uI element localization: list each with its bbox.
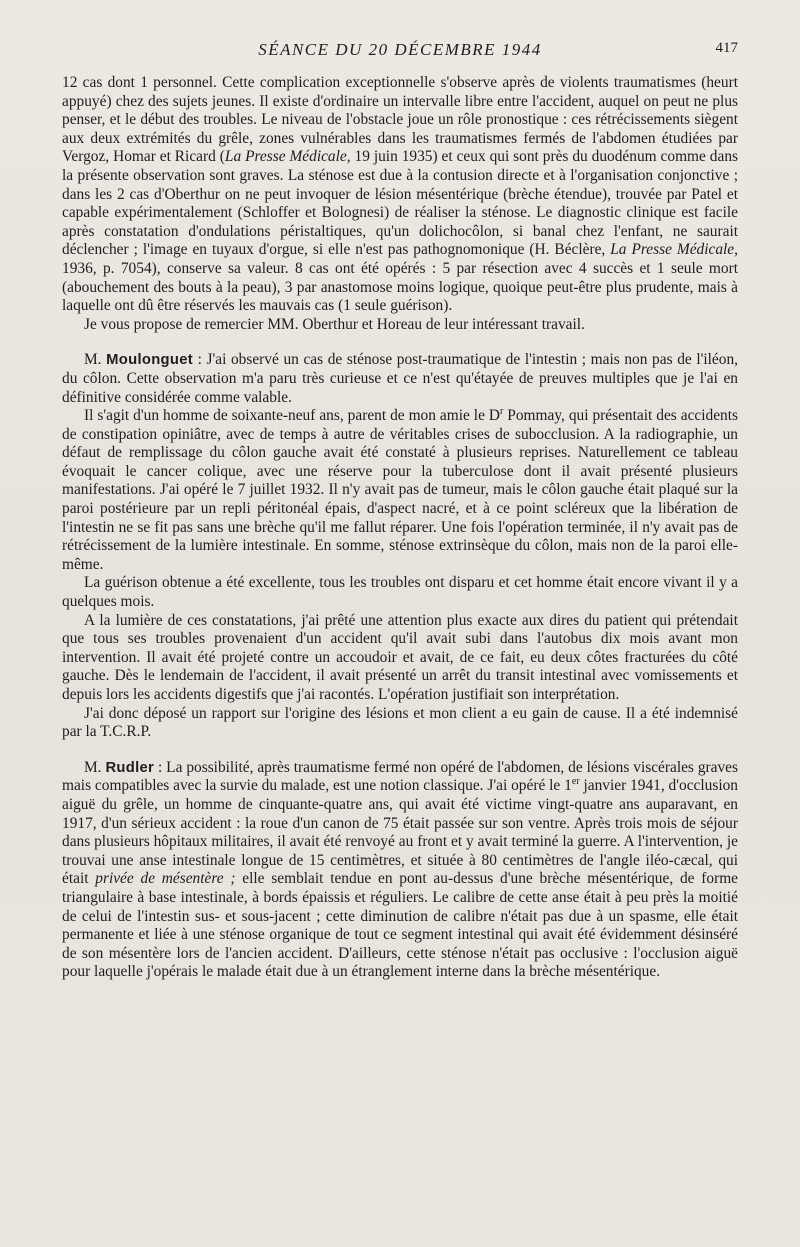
paragraph-p2 — [62, 316, 738, 335]
text-segment: , 19 juin 1935) et ceux qui sont près du duodénum comme dans la présente observation sont graves. La sténose est due à la contusion directe et à l'organisation conjonctive ; dans les 2 cas d'Oberthur on ne peut invoquer de lésion mésentérique (brèche étendue), trouvée par Patel et capable expérimentalement (Schloffer et Bolognesi) de réaliser la sténose. Le diagnostic clinique est facile après constatation d'ondulations péristaltiques, qu'un dolichocôlon, si banal chez l'enfant, ne saurait déclencher ; l'image en tuyaux d'orgue, si elle n'est pas pathognomonique (H. Béclère, — [62, 148, 739, 259]
text-segment: janvier 1941, d'occlusion aiguë du grêle, un homme de cinquante-quatre ans, qui avait été victime vingt-quatre ans auparavant, en 1917, d'un sérieux accident : la roue d'un canon de 75 était passée sur son ventre. Après trois mois de séjour dans plusieurs hôpitaux militaires, il avait été renvoyé au front et y avait terminé la guerre. A l'intervention, je trouvai une anse intestinale longue de 15 centimètres, et située à 80 centimètres de l'angle iléo-cæcal, qui était — [62, 777, 739, 888]
superscript: er — [571, 776, 580, 788]
speaker-name: Moulonguet — [106, 352, 193, 369]
text-segment: A la lumière de ces constatations, j'ai prêté une attention plus exacte aux dires du patient qui prétendait que tous ses troubles provenaient d'un accident qu'il avait subi dans l'autobus dix mois avant mon intervention. Il avait été projeté contre un accoudoir et avait, de ce fait, eu deux côtes fracturées du côté gauche. Dès le lendemain de l'accident, il avait présenté un arrêt du transit intestinal avec vomissements et depuis lors les accidents digestifs que j'ai racontés. L'opération justifiait son interprétation. — [62, 611, 738, 703]
text-segment: : La possibilité, après traumatisme fermé non opéré de l'abdomen, de lésions viscérales graves mais compatibles avec la survie du malade, est une notion classique. J'ai opéré le 1 — [62, 758, 738, 795]
text-segment: Je vous propose de remercier MM. Oberthur et Horeau de leur intéressant travail. — [84, 315, 585, 333]
page-number: 417 — [715, 40, 738, 56]
italic-citation: La Presse Médicale — [224, 148, 347, 166]
paragraph-p8 — [62, 759, 738, 982]
text-segment: 12 cas dont 1 personnel. Cette complication exceptionnelle s'observe après de violents traumatismes (heurt appuyé) chez des sujets jeunes. Il existe d'ordinaire un intervalle libre entre l'accident, auquel on peut ne plus penser, et le début des troubles. Le niveau de l'obstacle joue un rôle pronostique : ces rétrécissements siègent aux deux extrémités du grêle, zones vulnérables dans les traumatismes fermés de l'abdomen étudiées par Vergoz, Homar et Ricard ( — [62, 74, 738, 166]
text-segment: Pommay, qui présentait des accidents de constipation opiniâtre, avec de temps à autre de véritables crises de subocclusion. A la radiographie, un défaut de remplissage du côlon gauche avait été constaté à plusieurs reprises. Naturellement ce tableau évoquait le cancer colique, avec une réserve pour la tuberculose dont il avait présenté plusieurs manifestations. J'ai opéré le 7 juillet 1932. Il n'y avait pas de tumeur, mais le côlon gauche était plaqué sur la paroi postérieure par un repli péritonéal épais, d'aspect nacré, et à ce point scléreux que la libération de l'intestin ne se fit pas sans une brèche qu'il me fallut réparer. Une fois l'opération terminée, il n'y avait pas de rétrécissement de la lumière intestinale. En somme, sténose extrinsèque du côlon, mais non de la paroi elle-même. — [62, 407, 738, 573]
paragraph-p3 — [62, 351, 738, 407]
page-header — [62, 40, 738, 64]
text-segment: elle semblait tendue en pont au-dessus d'une brèche mésentérique, de forme triangulaire à base intestinale, à bords épaissis et réguliers. Le calibre de cette anse était à peu près la moitié de celui de l'intestin sus- et sous-jacent ; cette diminution de calibre n'était pas due à un spasme, elle était permanente et liée à une sténose organique de tout ce segment intestinal qui avait été évidemment désinséré de son mésentère lors de l'ancien accident. D'ailleurs, cette sténose n'était pas occlusive : l'occlusion aiguë pour laquelle j'opérais le malade était due à un étranglement interne dans la brèche mésentérique. — [62, 870, 738, 981]
text-segment: Il s'agit d'un homme de soixante-neuf ans, parent de mon amie le D — [84, 407, 500, 425]
paragraph-p6 — [62, 612, 738, 705]
article-body — [62, 74, 738, 982]
text-segment: J'ai donc déposé un rapport sur l'origine des lésions et mon client a eu gain de cause. Il a été indemnisé par la T.C.R.P. — [62, 704, 738, 741]
paragraph-p4 — [62, 407, 738, 574]
paragraph-p1 — [62, 74, 738, 316]
speaker-name: Rudler — [105, 759, 155, 776]
running-title: SÉANCE DU 20 DÉCEMBRE 1944 — [258, 40, 542, 59]
text-segment: , 1936, p. 7054), conserve sa valeur. 8 cas ont été opérés : 5 par résection avec 4 succès et 1 seule mort (abouchement des bouts à la peau), 3 par anastomose moins logique, quoique peut-être plus prudente, mais à laquelle ont dû être réservés les mauvais cas (1 seule guérison). — [62, 241, 738, 315]
italic-citation: privée de mésentère ; — [95, 870, 236, 888]
text-segment: M. — [84, 351, 107, 369]
text-segment: M. — [84, 758, 106, 776]
paragraph-p7 — [62, 705, 738, 742]
italic-citation: La Presse Médicale — [610, 241, 735, 259]
text-segment: La guérison obtenue a été excellente, tous les troubles ont disparu et cet homme était encore vivant il y a quelques mois. — [62, 574, 738, 611]
text-segment: : J'ai observé un cas de sténose post-traumatique de l'intestin ; mais non pas de l'iléon, du côlon. Cette observation m'a paru très curieuse et ce n'est qu'étayée de preuves multiples que je l'ai en définitive considérée comme valable. — [62, 351, 738, 406]
superscript: r — [499, 405, 504, 417]
paragraph-p5 — [62, 574, 738, 611]
